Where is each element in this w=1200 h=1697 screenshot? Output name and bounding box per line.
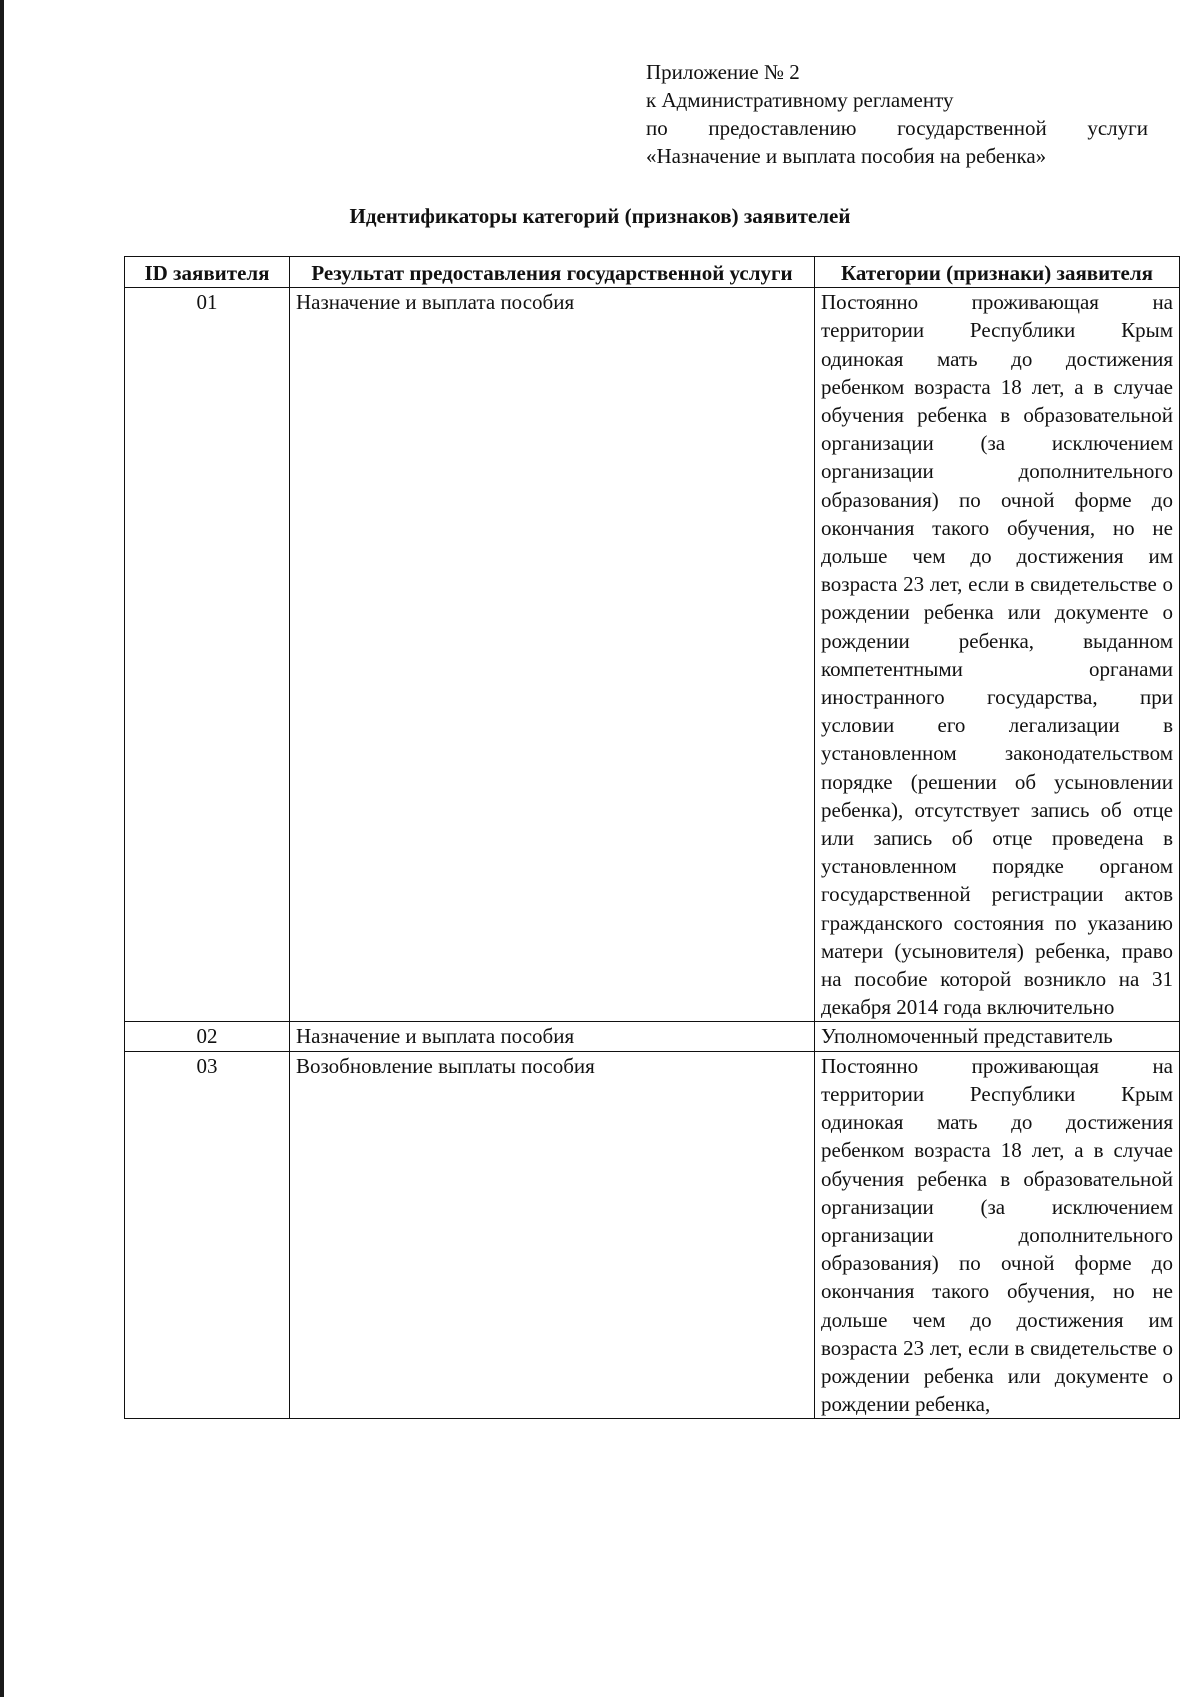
header-category: Категории (признаки) заявителя — [815, 257, 1180, 288]
appendix-line: Приложение № 2 — [646, 60, 800, 84]
header-id: ID заявителя — [125, 257, 290, 288]
row-id: 03 — [125, 1051, 290, 1419]
row-result: Назначение и выплата пособия — [290, 1022, 815, 1051]
table-row — [125, 1022, 1180, 1051]
table-row — [125, 288, 1180, 1022]
row-category: Постоянно проживающая на территории Республики Крым одинокая мать до достижения ребенком возраста 18 лет, а в случае обучения ребенка в образовательной организации (за исключением организации дополнительного образования) по очной форме до окончания такого обучения, но не дольше чем до достижения им возраста 23 лет, если в свидетельстве о рождении ребенка или документе о рождении ребенка, выданном компетентными органами иностранного государства, при условии его легализации в установленном законодательством порядке (решении об усыновлении ребенка), отсутствует запись об отце или запись об отце проведена в установленном порядке органом государственной регистрации актов гражданского состояния по указанию матери (усыновителя) ребенка, право на пособие которой возникло на 31 декабря 2014 года включительно — [815, 288, 1180, 1022]
row-id: 02 — [125, 1022, 290, 1051]
table-header-row — [125, 257, 1180, 288]
appendix-line: к Административному регламенту — [646, 88, 954, 112]
appendix-line: по предоставлению государственной услуги — [646, 116, 1148, 140]
row-category: Постоянно проживающая на территории Республики Крым одинокая мать до достижения ребенком возраста 18 лет, а в случае обучения ребенка в образовательной организации (за исключением организации дополнительного образования) по очной форме до окончания такого обучения, но не дольше чем до достижения им возраста 23 лет, если в свидетельстве о рождении ребенка или документе о рождении ребенка, — [815, 1051, 1180, 1419]
header-result: Результат предоставления государственной услуги — [290, 257, 815, 288]
table-row — [125, 1051, 1180, 1419]
row-category: Уполномоченный представитель — [815, 1022, 1180, 1051]
row-id: 01 — [125, 288, 290, 1022]
row-result: Возобновление выплаты пособия — [290, 1051, 815, 1419]
row-result: Назначение и выплата пособия — [290, 288, 815, 1022]
appendix-line: «Назначение и выплата пособия на ребенка» — [646, 144, 1047, 168]
document-title: Идентификаторы категорий (признаков) заявителей — [349, 204, 851, 228]
scan-edge — [0, 0, 4, 1697]
appendix-header — [646, 58, 1148, 170]
applicant-id-table — [124, 256, 1180, 1419]
